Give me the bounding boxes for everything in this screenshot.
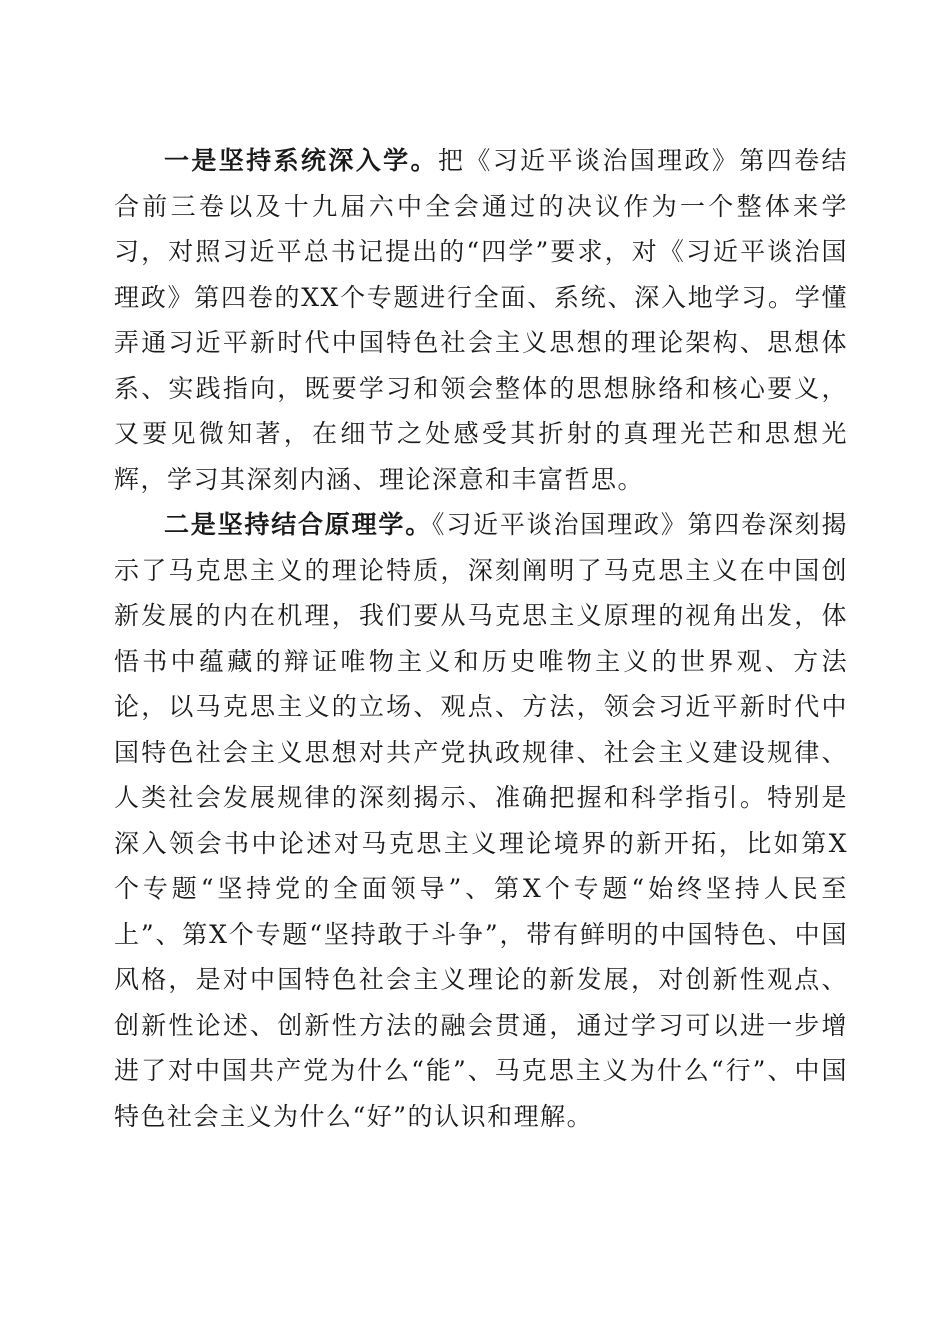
paragraph-1-heading: 一是坚持系统深入学。 <box>164 146 438 175</box>
document-body <box>114 138 848 1139</box>
paragraph-1-text: 把《习近平谈治国理政》第四卷结合前三卷以及十九届六中全会通过的决议作为一个整体来学习，对照习近平总书记提出的“四学”要求，对《习近平谈治国理政》第四卷的XX个专题进行全面、系统、深入地学习。学懂弄通习近平新时代中国特色社会主义思想的理论架构、思想体系、实践指向，既要学习和领会整体的思想脉络和核心要义，又要见微知著，在细节之处感受其折射的真理光芒和思想光辉，学习其深刻内涵、理论深意和丰富哲思。 <box>114 146 848 494</box>
paragraph-2-heading: 二是坚持结合原理学。 <box>164 510 432 539</box>
paragraph-2-text: 《习近平谈治国理政》第四卷深刻揭示了马克思主义的理论特质，深刻阐明了马克思主义在中国创新发展的内在机理，我们要从马克思主义原理的视角出发，体悟书中蕴藏的辩证唯物主义和历史唯物主义的世界观、方法论，以马克思主义的立场、观点、方法，领会习近平新时代中国特色社会主义思想对共产党执政规律、社会主义建设规律、人类社会发展规律的深刻揭示、准确把握和科学指引。特别是深入领会书中论述对马克思主义理论境界的新开拓，比如第X个专题“坚持党的全面领导”、第X个专题“始终坚持人民至上”、第X个专题“坚持敢于斗争”，带有鲜明的中国特色、中国风格，是对中国特色社会主义理论的新发展，对创新性观点、创新性论述、创新性方法的融会贯通，通过学习可以进一步增进了对中国共产党为什么“能”、马克思主义为什么“行”、中国特色社会主义为什么“好”的认识和理解。 <box>114 510 848 1131</box>
paragraph-2 <box>114 502 848 1139</box>
paragraph-1 <box>114 138 848 502</box>
